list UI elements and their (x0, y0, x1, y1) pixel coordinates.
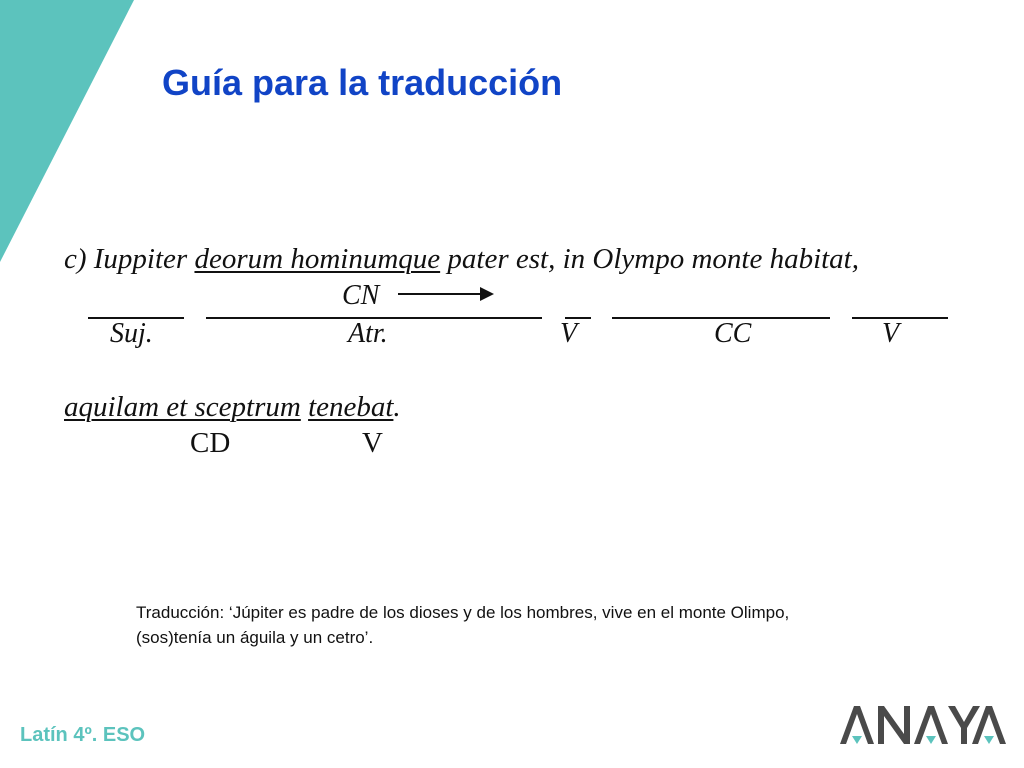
footer-course: Latín 4º. ESO (20, 724, 146, 746)
corner-decoration (0, 0, 140, 270)
sentence-1-rest: pater est, in Olympo monte habitat, (440, 243, 859, 275)
label-suj: Suj. (110, 318, 153, 349)
translation-text (136, 600, 916, 650)
sentence-2-object: aquilam et sceptrum (64, 391, 301, 423)
latin-sentence-1 (64, 243, 859, 276)
translation-line-1: Traducción: ‘Júpiter es padre de los dioses y de los hombres, vive en el monte Olimpo, (136, 603, 790, 622)
rule-v2 (852, 317, 948, 319)
sentence-2-end: . (393, 391, 401, 423)
label-v2: V (882, 318, 900, 349)
label-cn: CN (342, 280, 380, 311)
label-cc: CC (714, 318, 752, 349)
label-atr: Atr. (348, 318, 388, 349)
sentence-1-prefix: c) Iuppiter (64, 243, 195, 275)
latin-sentence-2 (64, 391, 401, 424)
sentence-2-verb: tenebat (308, 391, 394, 423)
translation-line-2: (sos)tenía un águila y un cetro’. (136, 628, 374, 647)
slide-title: Guía para la traducción (162, 62, 563, 103)
arrow-right-icon (398, 286, 498, 302)
sentence-1-genitive: deorum hominumque (194, 243, 441, 275)
label-v: V (362, 427, 383, 459)
label-v1: V (560, 318, 578, 349)
label-cd: CD (190, 427, 231, 459)
anaya-logo (836, 700, 1008, 748)
